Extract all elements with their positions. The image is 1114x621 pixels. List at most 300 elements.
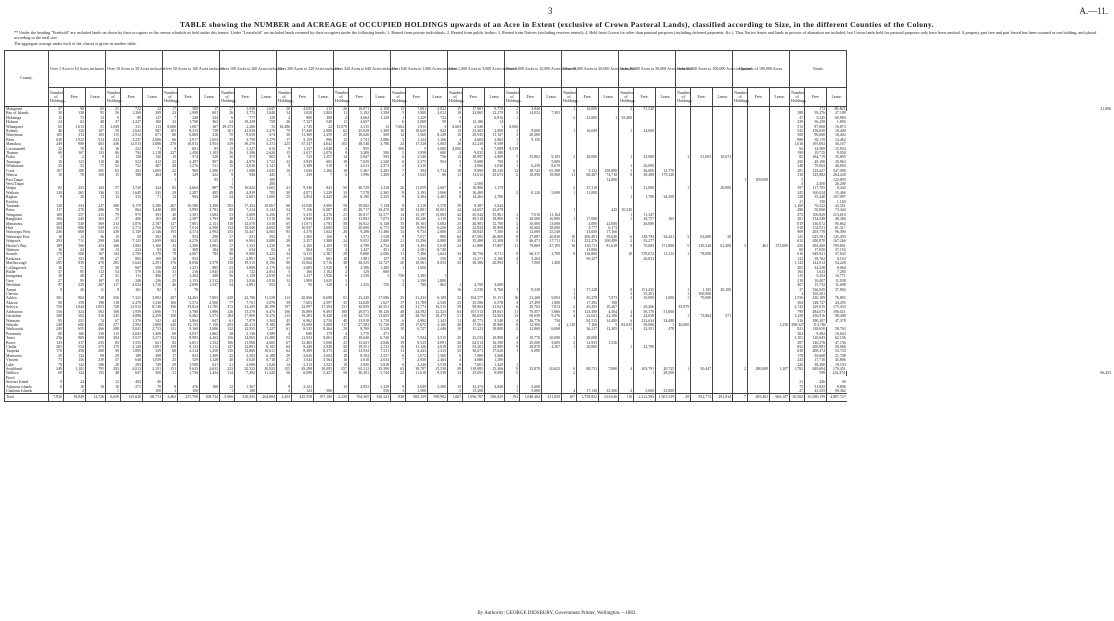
table-cell: 167 — [200, 125, 220, 129]
lease-acres-header: Lease. — [542, 88, 562, 107]
table-cell: 18,850 — [520, 173, 542, 177]
table-cell: 10,604 — [520, 226, 542, 230]
table-cell: 1 — [599, 116, 619, 120]
table-cell: 54 — [106, 270, 121, 274]
table-cell: 71 — [163, 310, 178, 314]
table-cell: 1 — [562, 191, 577, 195]
table-row — [5, 345, 1113, 349]
table-cell: 118 — [106, 301, 121, 305]
table-cell: 1,007 — [178, 125, 200, 129]
table-cell: 1,330 — [143, 301, 163, 305]
table-cell: 1,036 — [235, 279, 257, 283]
table-cell: 9,336 — [292, 186, 314, 190]
table-cell: 36 — [86, 235, 106, 239]
table-cell: 2,386 — [349, 266, 371, 270]
table-cell: 67,583 — [463, 235, 485, 239]
table-cell: 264,428 — [827, 173, 847, 177]
table-cell: 26,000 — [634, 164, 656, 168]
table-cell: 1,179 — [485, 186, 505, 190]
table-cell: 192 — [220, 204, 235, 208]
table-cell: 2,017 — [292, 151, 314, 155]
table-cell: 20,830 — [542, 235, 562, 239]
table-cell: 3,068 — [406, 120, 428, 124]
county-name: Ashburton — [5, 310, 49, 314]
table-cell: 227 — [163, 151, 178, 155]
table-cell: 18,813 — [178, 142, 200, 146]
table-cell: 5,008 — [314, 323, 334, 327]
table-cell: 35,586 — [463, 301, 485, 305]
table-cell: 26,551 — [371, 305, 391, 309]
free-acres-header: Free. — [406, 88, 428, 107]
table-cell: 3,939 — [292, 160, 314, 164]
table-cell: 100 — [86, 173, 106, 177]
lease-acres-header: Lease. — [485, 88, 505, 107]
table-cell: 166 — [106, 244, 121, 248]
table-cell: 60 — [790, 248, 805, 252]
table-cell: 45,544 — [463, 213, 485, 217]
lease-acres-header: Lease. — [314, 88, 334, 107]
table-cell: 17 — [163, 354, 178, 358]
table-cell: 7,029 — [349, 160, 371, 164]
table-cell: 6,904 — [235, 239, 257, 243]
table-cell: 7,381 — [542, 111, 562, 115]
table-cell: 216 — [178, 270, 200, 274]
table-cell: 1 — [619, 164, 634, 168]
table-cell: 18,126 — [371, 310, 391, 314]
holdings-count-header: Number of Holdings. — [619, 88, 634, 107]
table-cell: 9 — [220, 173, 235, 177]
table-cell: 1,500 — [406, 389, 428, 394]
table-cell: 80 — [163, 133, 178, 137]
table-cell: 110 — [86, 160, 106, 164]
table-cell: 3,110 — [428, 217, 448, 221]
table-cell: 1,909 — [292, 279, 314, 283]
table-cell: 3,280 — [143, 204, 163, 208]
table-cell: 3,515 — [428, 336, 448, 340]
table-cell: 25 — [163, 279, 178, 283]
table-cell: 39,787 — [406, 367, 428, 371]
table-cell: 1 — [391, 116, 406, 120]
table-cell: 736 — [428, 155, 448, 159]
table-cell: 2 — [64, 155, 86, 159]
table-cell: 498 — [143, 354, 163, 358]
table-cell: 12,186 — [463, 120, 485, 124]
table-cell: 10,001 — [428, 208, 448, 212]
table-cell: 95 — [292, 283, 314, 287]
table-cell: 3,273 — [143, 336, 163, 340]
table-cell: 1,602 — [257, 186, 277, 190]
table-cell: 4,013 — [121, 367, 143, 371]
table-cell: 9,440 — [292, 345, 314, 349]
table-cell: 9 — [562, 310, 577, 314]
table-cell: 30,668 — [805, 354, 827, 358]
table-cell: 67 — [106, 319, 121, 323]
table-cell: 1,301 — [178, 213, 200, 217]
table-cell: 115 — [106, 332, 121, 336]
table-cell: 103,791 — [634, 367, 656, 371]
table-cell: 70 — [220, 186, 235, 190]
table-cell: 5,609 — [235, 213, 257, 217]
table-cell: 790 — [790, 310, 805, 314]
table-cell: 2,780 — [485, 195, 505, 199]
table-cell: 2,741 — [349, 138, 371, 142]
table-cell: 36,217 — [577, 327, 599, 331]
table-cell: 54 — [277, 208, 292, 212]
table-cell: 404 — [121, 380, 143, 384]
table-cell: 6 — [391, 120, 406, 124]
table-cell: 600 — [428, 151, 448, 155]
table-cell: 96,453 — [847, 371, 1112, 375]
table-cell: 25 — [448, 345, 463, 349]
table-cell: 50 — [121, 235, 143, 239]
table-cell: 403 — [86, 142, 106, 146]
table-cell: 66,317 — [520, 252, 542, 256]
table-cell: 1,518 — [257, 217, 277, 221]
table-cell: 23 — [220, 266, 235, 270]
table-cell: 56 — [220, 274, 235, 278]
table-cell: 98,498 — [827, 314, 847, 318]
table-cell: 12 — [391, 133, 406, 137]
table-cell: 28 — [334, 230, 349, 234]
table-cell: 8,373 — [314, 349, 334, 353]
table-cell: 110 — [334, 314, 349, 318]
table-cell: 305 — [86, 169, 106, 173]
table-cell: 5,082 — [428, 222, 448, 226]
table-cell: 79 — [163, 252, 178, 256]
table-cell: 56,258 — [805, 120, 827, 124]
table-cell: 749 — [143, 363, 163, 367]
table-cell: 4,657 — [349, 120, 371, 124]
table-cell: 51 — [86, 125, 106, 129]
table-cell: 70 — [178, 288, 200, 292]
table-cell: 61,317 — [827, 226, 847, 230]
table-cell: 349 — [49, 367, 64, 371]
table-body — [5, 107, 1113, 402]
table-cell: 12,912 — [121, 305, 143, 309]
note-paragraph: ** Under the heading "Freehold" are included lands set down by their occupiers in the census schedule as held under this tenure. Under "Leasehold" are included lands returned by their occupiers under the following heads: 1, Rented from private individuals; 2, Rented from public bodies; 3, Rented from Natives (including reserves rented); 4, Held from Crown for other than pastoral purposes (including deferred payments, &c.). Thus Native leases and lands in process of alienation are included, but Crown lands held for pastoral purposes only have been omitted. A property part free and part leased has been counted as one holding, and placed according to the total size. — [14, 30, 1097, 41]
table-cell: 287 — [790, 341, 805, 345]
table-cell: 647 — [200, 319, 220, 323]
table-cell: 5 — [599, 323, 619, 327]
table-cell: 46 — [220, 160, 235, 164]
table-cell: 16 — [391, 129, 406, 133]
table-cell: 11,486 — [371, 230, 391, 234]
county-name: Cheviot — [5, 292, 49, 296]
table-cell: 17,292 — [577, 301, 599, 305]
table-cell: 1 — [562, 208, 577, 212]
table-cell: 16 — [106, 147, 121, 151]
table-cell: 17,440 — [292, 129, 314, 133]
table-cell: 35 — [334, 301, 349, 305]
table-cell: 3,772 — [235, 111, 257, 115]
size-class-header: Totals. — [790, 51, 847, 88]
table-cell: 33,673 — [485, 173, 505, 177]
table-cell: 6,578 — [485, 301, 505, 305]
table-cell: 529 — [143, 349, 163, 353]
table-cell: 356 — [106, 296, 121, 300]
table-cell: 9,734 — [406, 230, 428, 234]
table-cell: 863 — [121, 257, 143, 261]
table-cell: 89 — [121, 116, 143, 120]
table-cell: 111 — [121, 274, 143, 278]
table-cell: 14 — [334, 155, 349, 159]
table-cell: 43,251 — [827, 204, 847, 208]
table-cell: 5,018 — [428, 244, 448, 248]
table-cell: 11,220 — [257, 371, 277, 375]
table-cell: 231 — [64, 319, 86, 323]
table-cell: 9,387 — [463, 204, 485, 208]
table-cell: 35,300 — [599, 389, 619, 394]
table-cell: 2,992 — [121, 323, 143, 327]
table-cell: 1,567 — [235, 385, 257, 389]
table-cell: 2,165 — [292, 244, 314, 248]
table-cell: 281 — [790, 217, 805, 221]
table-cell: 9,688 — [463, 160, 485, 164]
table-cell: 1,560 — [406, 257, 428, 261]
table-cell: 1,049 — [106, 125, 121, 129]
table-cell: 13,003 — [428, 213, 448, 217]
table-cell: 1,434 — [200, 371, 220, 375]
county-name: Hobson — [5, 120, 49, 124]
table-cell: 358 — [143, 266, 163, 270]
table-cell: 86 — [106, 151, 121, 155]
table-cell: 40 — [391, 314, 406, 318]
table-cell: 148 — [790, 164, 805, 168]
table-cell: 1,276 — [178, 164, 200, 168]
table-cell: 29 — [163, 363, 178, 367]
table-cell: 35,590 — [371, 367, 391, 371]
table-cell: 257 — [334, 367, 349, 371]
table-cell: 213,610 — [827, 213, 847, 217]
table-cell: 10,000 — [542, 336, 562, 340]
table-cell: 4 — [619, 367, 634, 371]
table-cell: 21 — [334, 213, 349, 217]
table-cell: 10 — [220, 155, 235, 159]
table-cell: 5,000 — [634, 389, 656, 394]
table-cell: 1,107 — [770, 367, 790, 371]
table-cell: 18 — [334, 354, 349, 358]
table-cell: 78 — [64, 147, 86, 151]
table-cell: 293 — [121, 363, 143, 367]
table-cell: 17 — [200, 107, 220, 112]
table-cell: 26,800 — [485, 235, 505, 239]
table-cell: 2,131 — [200, 222, 220, 226]
table-cell: 57 — [106, 186, 121, 190]
table-cell: 163 — [656, 217, 676, 221]
table-cell: 17,160 — [599, 230, 619, 234]
table-cell: 5 — [505, 217, 520, 221]
table-cell: 10,390,159 — [805, 394, 827, 401]
county-name: Taieri — [5, 336, 49, 340]
table-cell: 17,710 — [805, 358, 827, 362]
table-cell: 10,770 — [520, 336, 542, 340]
table-cell: 461 — [748, 244, 770, 248]
table-cell: 117 — [106, 283, 121, 287]
table-cell: 8,740 — [428, 248, 448, 252]
table-cell: 51,843 — [805, 385, 827, 389]
table-cell: 59,276 — [805, 111, 827, 115]
table-cell: 438 — [106, 230, 121, 234]
table-cell: 37 — [106, 120, 121, 124]
table-cell: 45 — [334, 336, 349, 340]
table-cell: 143 — [86, 186, 106, 190]
county-name: Taranaki — [5, 204, 49, 208]
table-cell: 16 — [49, 266, 64, 270]
printer-imprint: By Authority: GEORGE DIDSBURY, Government Printer, Wellington.—1882. — [477, 611, 637, 616]
table-cell: 6 — [391, 155, 406, 159]
table-cell: 16 — [391, 345, 406, 349]
table-cell: 3,810 — [371, 363, 391, 367]
table-cell: 2,034 — [121, 283, 143, 287]
table-cell: 1 — [485, 125, 505, 129]
lease-acres-header: Lease. — [257, 88, 277, 107]
table-cell: 35,695 — [827, 155, 847, 159]
table-cell: 3,891 — [235, 283, 257, 287]
table-cell: 1,048 — [314, 147, 334, 151]
table-cell: 10,640 — [349, 336, 371, 340]
table-cell: 6,639 — [106, 394, 121, 401]
table-cell: 720 — [371, 283, 391, 287]
table-cell: 1,153 — [178, 279, 200, 283]
table-cell: 72 — [64, 116, 86, 120]
table-cell: 13,278 — [235, 310, 257, 314]
county-name: Whakatane — [5, 164, 49, 168]
table-cell: 21 — [220, 169, 235, 173]
table-cell: 52 — [64, 164, 86, 168]
table-cell: 20,000 — [713, 186, 733, 190]
table-cell: 4 — [562, 314, 577, 318]
table-cell: 1,616 — [790, 142, 805, 146]
table-cell: 21 — [391, 239, 406, 243]
table-cell: 2,404 — [428, 358, 448, 362]
table-cell: 62,514 — [463, 341, 485, 345]
table-cell: 9,000 — [520, 129, 542, 133]
table-cell: 62,156 — [827, 336, 847, 340]
table-cell: 37 — [49, 107, 64, 112]
table-cell: 7,125 — [121, 239, 143, 243]
table-cell: 34 — [448, 252, 463, 256]
table-cell: 189 — [121, 354, 143, 358]
table-cell: 30,525 — [349, 261, 371, 265]
table-cell: 10,345 — [619, 208, 634, 212]
table-cell: 12,700 — [485, 222, 505, 226]
county-name: West Taupo — [5, 182, 49, 186]
table-cell: 1,101 — [790, 336, 805, 340]
table-cell: 63 — [106, 169, 121, 173]
table-cell: 1,227 — [235, 147, 257, 151]
table-cell: 18 — [448, 111, 463, 115]
table-cell: 8,905 — [406, 226, 428, 230]
table-cell: 20,100 — [713, 288, 733, 292]
county-name: Vincent — [5, 358, 49, 362]
holdings-count-header: Number of Holdings. — [220, 88, 235, 107]
table-cell: 29,073 — [349, 310, 371, 314]
table-cell: 13,271 — [463, 257, 485, 261]
table-cell: 18 — [334, 363, 349, 367]
table-cell: 122,093 — [827, 178, 847, 182]
table-cell: 17,130 — [577, 389, 599, 394]
table-cell: 1,332 — [200, 341, 220, 345]
table-cell: 1 — [676, 288, 691, 292]
table-cell: 13,641 — [349, 341, 371, 345]
table-cell: 245 — [106, 314, 121, 318]
table-cell: 55,201 — [463, 345, 485, 349]
table-cell: 12,040 — [292, 204, 314, 208]
table-cell: 10,622 — [235, 186, 257, 190]
table-cell: 2,146 — [143, 230, 163, 234]
table-cell: 23 — [448, 230, 463, 234]
table-cell: 1 — [562, 107, 577, 112]
table-cell: 17 — [163, 107, 178, 112]
table-cell: 2,176 — [257, 266, 277, 270]
table-cell: 982,139 — [406, 394, 428, 401]
table-cell: 19,439 — [235, 120, 257, 124]
table-cell: 4,000 — [577, 222, 599, 226]
table-cell: 1,180 — [485, 151, 505, 155]
table-cell: 27 — [49, 257, 64, 261]
table-cell: 3,140 — [121, 345, 143, 349]
table-cell: 520 — [257, 257, 277, 261]
table-cell: 82 — [790, 155, 805, 159]
table-cell: 3,802 — [143, 296, 163, 300]
table-cell: 264 — [143, 173, 163, 177]
table-cell: 671 — [143, 133, 163, 137]
table-cell: 1,703 — [314, 222, 334, 226]
table-cell: 9,482 — [805, 332, 827, 336]
table-cell: 1,893 — [827, 120, 847, 124]
table-cell: 39 — [277, 301, 292, 305]
table-cell: 29,841 — [485, 310, 505, 314]
table-cell: 11,938 — [827, 279, 847, 283]
table-cell: 4 — [448, 358, 463, 362]
table-cell: 26,776 — [520, 319, 542, 323]
table-cell: 5 — [334, 164, 349, 168]
table-cell: 167 — [86, 252, 106, 256]
table-cell: 465 — [86, 323, 106, 327]
table-cell: 932 — [178, 257, 200, 261]
table-cell: 1,325 — [349, 283, 371, 287]
table-cell: 151 — [163, 367, 178, 371]
table-cell: 10 — [448, 327, 463, 331]
table-cell: 26 — [334, 195, 349, 199]
table-cell: 10,000 — [520, 222, 542, 226]
table-cell: 1,396 — [235, 151, 257, 155]
table-cell: 4 — [448, 151, 463, 155]
table-cell: 1 — [562, 336, 577, 340]
free-acres-header: Free. — [292, 88, 314, 107]
table-cell: 9,035 — [463, 151, 485, 155]
table-cell: 10,626 — [349, 133, 371, 137]
table-cell: 14,263 — [463, 195, 485, 199]
table-cell: 347,090 — [827, 169, 847, 173]
table-cell: 25,000 — [656, 389, 676, 394]
table-cell: 10,898 — [485, 336, 505, 340]
table-cell: 665 — [314, 160, 334, 164]
table-cell: 122 — [790, 257, 805, 261]
table-cell: 249 — [49, 142, 64, 146]
table-cell: 2,110 — [562, 323, 577, 327]
table-cell: 34 — [277, 252, 292, 256]
county-name: Maniototo — [5, 354, 49, 358]
table-cell: 777 — [235, 116, 257, 120]
county-name: Tuapeka — [5, 349, 49, 353]
table-cell: 24 — [220, 195, 235, 199]
table-cell: 32,097 — [292, 305, 314, 309]
table-cell: 1,229 — [406, 116, 428, 120]
table-cell: 1,636 — [292, 169, 314, 173]
table-cell: 862 — [428, 283, 448, 287]
table-cell: 300 — [106, 204, 121, 208]
